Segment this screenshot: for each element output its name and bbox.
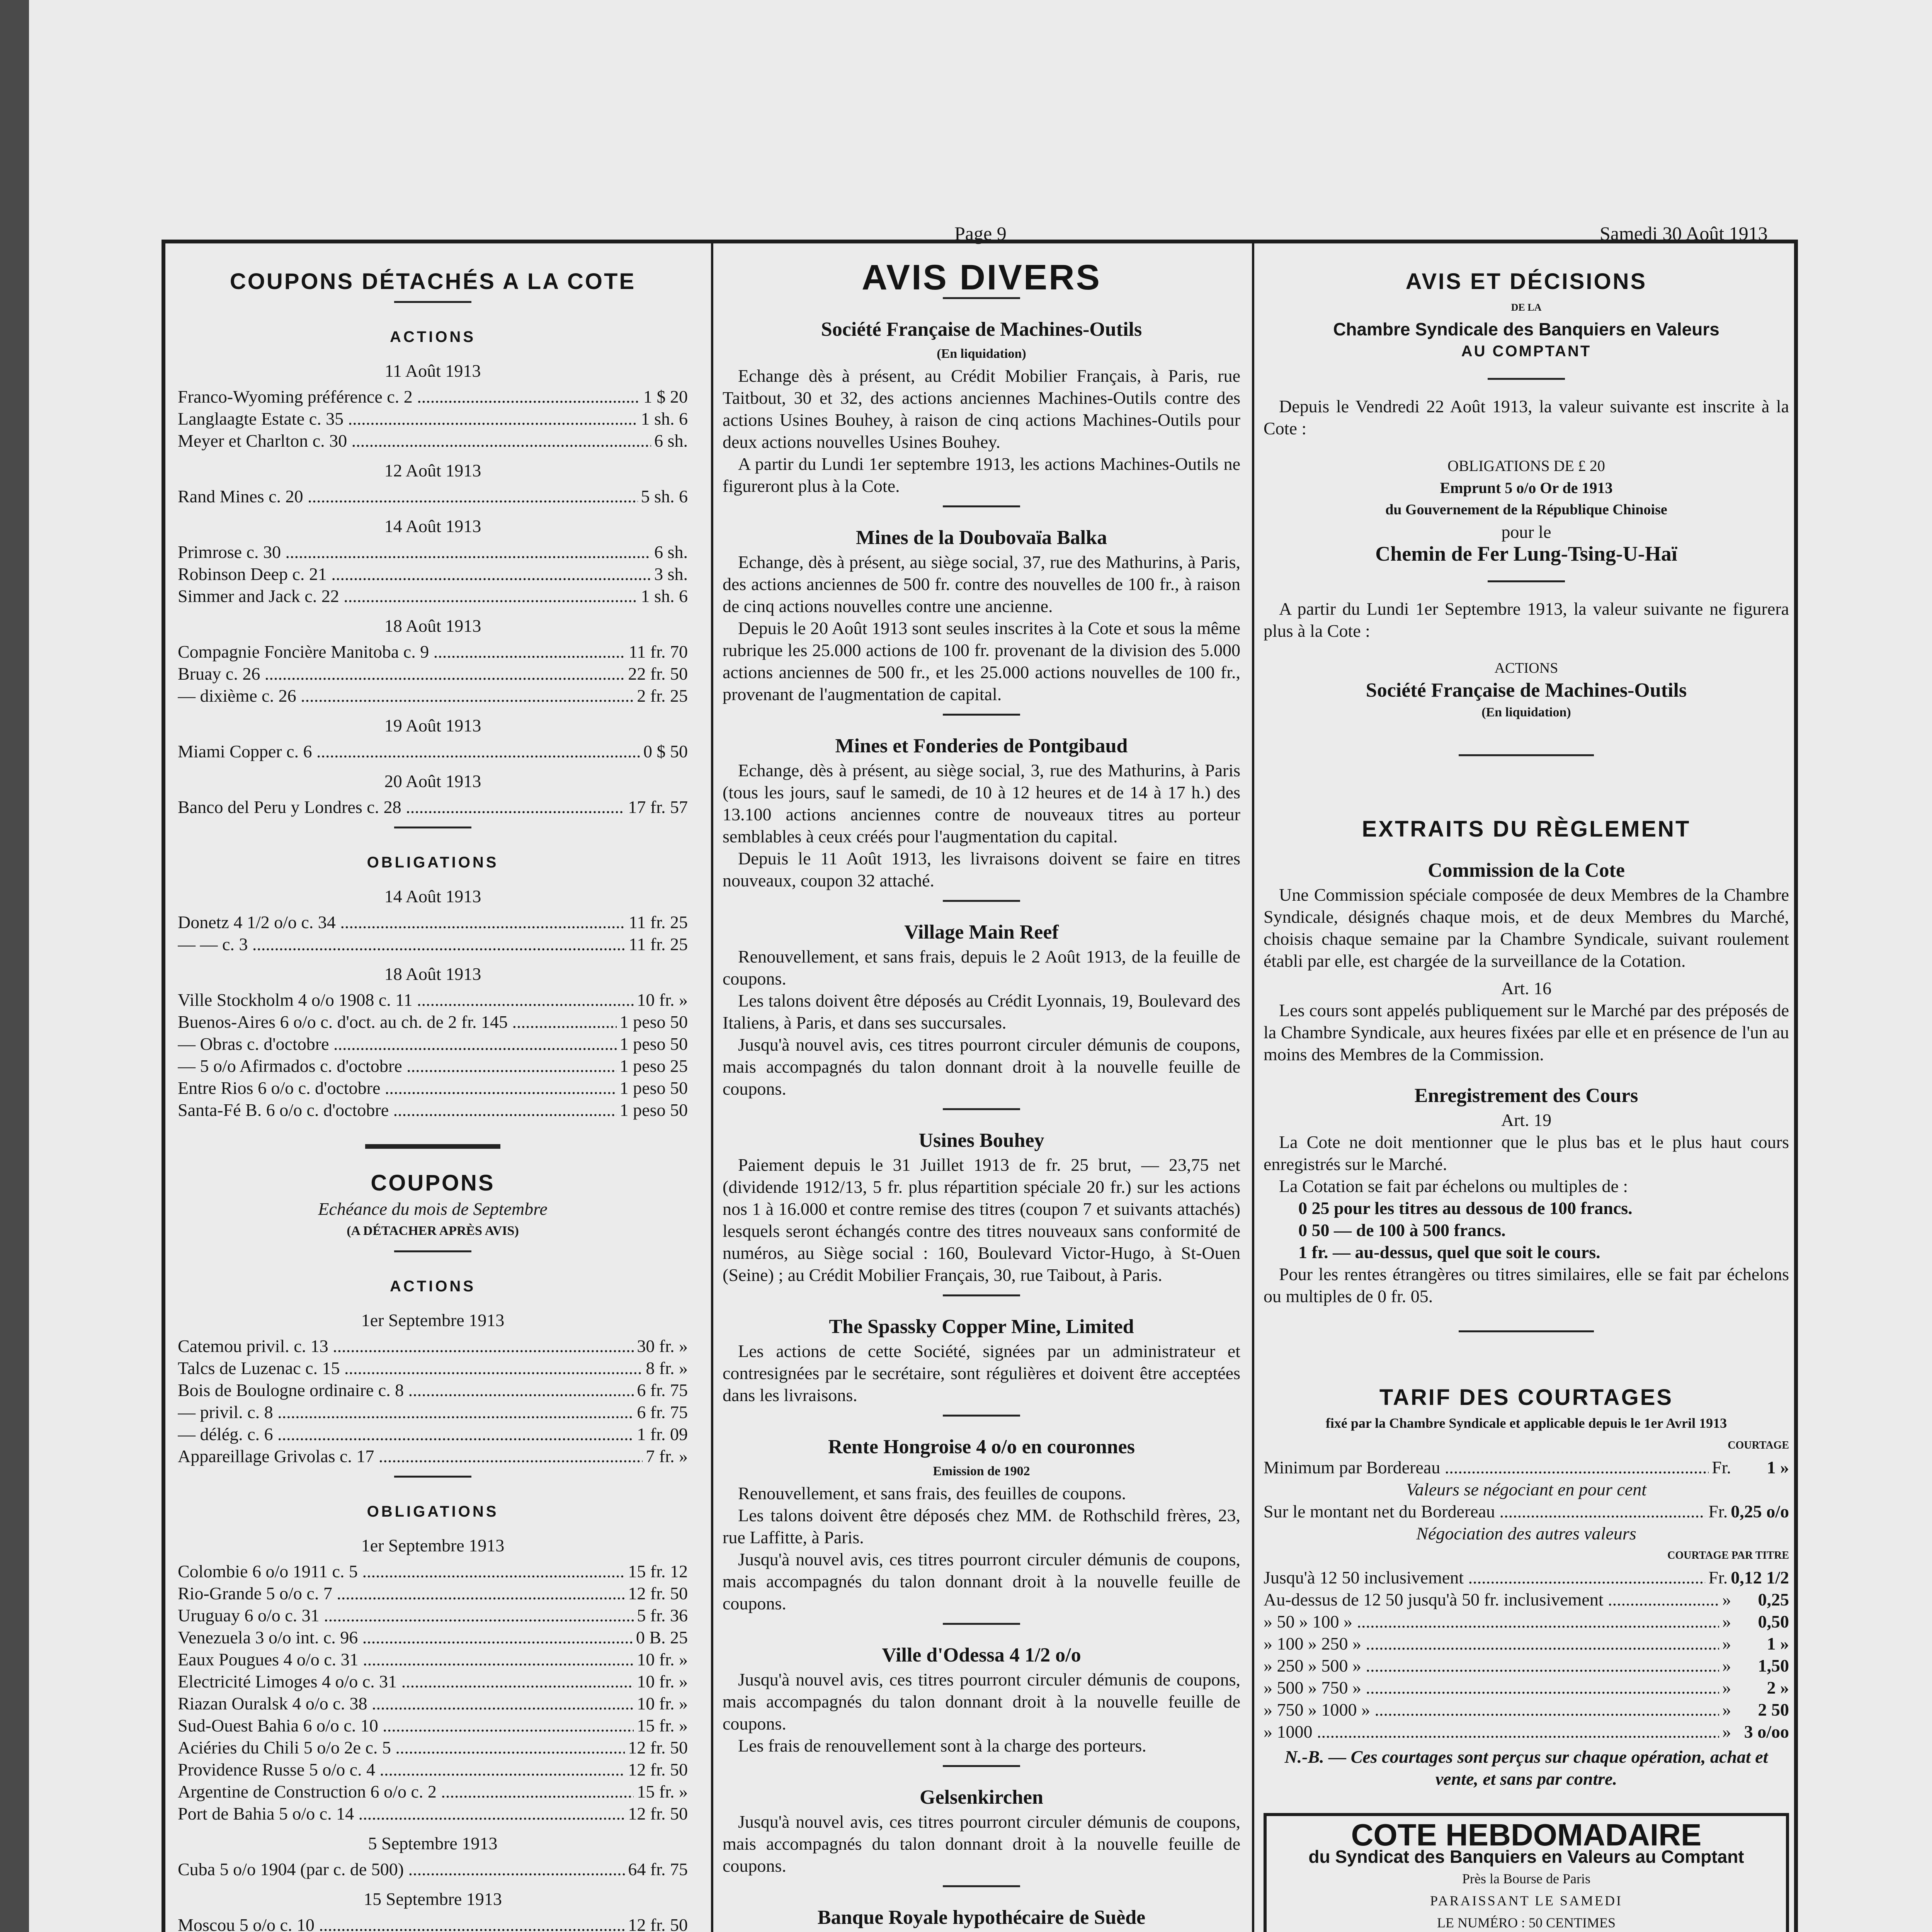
commission-heading: Commission de la Cote [1428, 859, 1625, 881]
entry-value: 0 B. 25 [636, 1628, 688, 1647]
middle-column [723, 255, 1240, 1932]
entry-value: 5 fr. 36 [637, 1605, 688, 1625]
notice-text: Jusqu'à nouvel avis, ces titres pourront circuler démunis de coupons, mais accompagnés du talon donnant droit à la nouvelle feuille de coupons. [723, 1035, 1240, 1099]
coupon-row [178, 1055, 688, 1077]
tarif-heading: Négociation des autres valeurs [1416, 1524, 1636, 1543]
tarif-title: TARIF DES COURTAGES [1379, 1385, 1673, 1410]
entry-name: — — c. 3 ..... [178, 933, 626, 955]
echelon-line: 1 fr. — au-dessus, quel que soit le cours. [1298, 1242, 1600, 1262]
box-subtitle: du Syndicat des Banquiers en Valeurs au Comptant [1308, 1847, 1744, 1867]
actions-heading: ACTIONS [390, 1278, 476, 1295]
notice-title: Société Française de Machines-Outils [821, 318, 1142, 340]
column-divider-1 [711, 243, 713, 1932]
entry-value: 30 fr. » [637, 1336, 688, 1356]
courtage-label: COURTAGE [1728, 1439, 1789, 1451]
entry-name: Aciéries du Chili 5 o/o 2e c. 5 ..... [178, 1736, 625, 1759]
coupon-row [178, 1736, 688, 1759]
tarif-unit: » [1722, 1700, 1731, 1719]
box-line-3: LE NUMÉRO : 50 CENTIMES [1437, 1915, 1616, 1930]
coupon-row [178, 1759, 688, 1781]
notice-title: The Spassky Copper Mine, Limited [829, 1316, 1134, 1338]
tarif-subtitle: fixé par la Chambre Syndicale et applicable depuis le 1er Avril 1913 [1325, 1415, 1727, 1431]
coupon-row [178, 1858, 688, 1880]
inscription-notice: Depuis le Vendredi 22 Août 1913, la valeur suivante est inscrite à la Cote : [1264, 396, 1789, 438]
entry-name: Rio-Grande 5 o/o c. 7 ..... [178, 1582, 625, 1604]
coupon-row [178, 1692, 688, 1714]
article-19-text-3: Pour les rentes étrangères ou titres similaires, elle se fait par échelons ou multiples de 0 fr. 05. [1264, 1264, 1789, 1306]
entry-value: 10 fr. » [637, 1650, 688, 1669]
entry-name: Banco del Peru y Londres c. 28 ..... [178, 796, 625, 818]
divider [394, 1250, 471, 1252]
article-16-label: Art. 16 [1501, 978, 1552, 998]
entry-value: 12 fr. 50 [628, 1804, 688, 1823]
date-heading: 1er Septembre 1913 [361, 1310, 505, 1330]
tarif-value: 0,25 [1758, 1590, 1789, 1609]
notice-subtitle: (En liquidation) [937, 347, 1026, 361]
entry-value: 6 fr. 75 [637, 1380, 688, 1400]
entry-name: Cuba 5 o/o 1904 (par c. de 500) ..... [178, 1858, 625, 1880]
article-19-text-1: La Cote ne doit mentionner que le plus bas et le plus haut cours enregistrés sur le Marché. [1264, 1132, 1789, 1174]
box-line-2: PARAISSANT LE SAMEDI [1430, 1893, 1623, 1908]
tarif-row [1264, 1699, 1789, 1721]
notice-text: Les talons doivent être déposés chez MM. de Rothschild frères, 23, rue Laffitte, à Paris. [723, 1505, 1240, 1547]
date-heading: 5 Septembre 1913 [368, 1833, 498, 1853]
left-column [178, 255, 688, 1932]
date-heading: 18 Août 1913 [384, 964, 481, 984]
entry-value: 12 fr. 50 [628, 1738, 688, 1757]
entry-value: 64 fr. 75 [628, 1859, 688, 1879]
entry-value: 0 $ 50 [643, 742, 688, 761]
avis-divers-title: AVIS DIVERS [862, 258, 1101, 297]
coupon-row [178, 796, 688, 818]
date-heading: 14 Août 1913 [384, 516, 481, 536]
coupons-note: (A DÉTACHER APRÈS AVIS) [347, 1224, 519, 1238]
entry-value: 7 fr. » [646, 1446, 688, 1466]
page-number: Page 9 [954, 223, 1007, 244]
coupon-row [178, 641, 688, 663]
tarif-unit: Fr. [1708, 1568, 1728, 1587]
entry-name: — Obras c. d'octobre ..... [178, 1033, 617, 1055]
tarif-heading: Valeurs se négociant en pour cent [1406, 1480, 1647, 1499]
tarif-unit: » [1722, 1612, 1731, 1631]
tarif-label: » 1000 ..... [1264, 1721, 1719, 1743]
box-line-1: Près la Bourse de Paris [1462, 1871, 1590, 1886]
tarif-value: 2 » [1767, 1678, 1789, 1697]
echelon-line: 0 50 — de 100 à 500 francs. [1298, 1220, 1506, 1240]
entry-name: Buenos-Aires 6 o/o c. d'oct. au ch. de 2 fr. 145 ..... [178, 1011, 617, 1033]
coupon-row [178, 685, 688, 707]
coupon-row [178, 1445, 688, 1467]
coupon-row [178, 1803, 688, 1825]
tarif-unit: » [1722, 1678, 1731, 1697]
notice-title: Mines de la Doubovaïa Balka [855, 527, 1107, 549]
cote-hebdomadaire-box [1264, 1813, 1789, 1932]
article-19-text-2: La Cotation se fait par échelons ou multiples de : [1279, 1176, 1628, 1196]
coupon-row [178, 1714, 688, 1736]
tarif-label: Jusqu'à 12 50 inclusivement ..... [1264, 1566, 1705, 1588]
notice-text: Echange, dès à présent, au siège social, 3, rue des Mathurins, à Paris (tous les jours, sauf le samedi, de 10 à 12 heures et de 14 à 17 h.) des 13.100 actions anciennes contre de nouveaux titres au porteur semblables à ceux créés pour l'augmentation du capital. [723, 760, 1240, 846]
enregistrement-heading: Enregistrement des Cours [1414, 1085, 1638, 1107]
entry-name: Electricité Limoges 4 o/o c. 31 ..... [178, 1670, 634, 1692]
tarif-label: » 100 » 250 » ..... [1264, 1633, 1719, 1655]
tarif-row [1264, 1588, 1789, 1611]
coupon-row [178, 1011, 688, 1033]
divider [1488, 580, 1565, 582]
pour-le-label: pour le [1501, 522, 1551, 542]
coupon-row [178, 1781, 688, 1803]
entry-name: — dixième c. 26 ..... [178, 685, 634, 707]
coupon-row [178, 1648, 688, 1670]
avis-decisions-title: AVIS ET DÉCISIONS [1405, 269, 1647, 294]
echelon-line: 0 25 pour les titres au dessous de 100 francs. [1298, 1198, 1633, 1218]
notice-text: Echange, dès à présent, au siège social, 37, rue des Mathurins, à Paris, des actions anciennes de 500 fr. contre des nouvelles de 100 fr., à raison de cinq actions nouvelles contre une ancienne. [723, 552, 1240, 616]
coupon-row [178, 1626, 688, 1648]
tarif-label: » 500 » 750 » ..... [1264, 1677, 1719, 1699]
tarif-label: » 750 » 1000 » ..... [1264, 1699, 1719, 1721]
entry-value: 11 fr. 25 [629, 912, 688, 932]
date-heading: 15 Septembre 1913 [364, 1889, 502, 1909]
entry-value: 12 fr. 50 [628, 1583, 688, 1603]
coupon-row [178, 911, 688, 933]
tarif-unit: » [1722, 1656, 1731, 1675]
entry-name: — privil. c. 8 ..... [178, 1401, 634, 1423]
actions-heading: ACTIONS [390, 328, 476, 345]
entry-value: 1 $ 20 [643, 387, 688, 406]
tarif-unit: Fr. [1708, 1502, 1728, 1521]
entry-name: Primrose c. 30 ..... [178, 541, 651, 563]
entry-value: 2 fr. 25 [637, 686, 688, 706]
notice-text: Renouvellement, et sans frais, depuis le 2 Août 1913, de la feuille de coupons. [723, 947, 1240, 988]
coupon-row [178, 485, 688, 507]
notice-text: Jusqu'à nouvel avis, ces titres pourront circuler démunis de coupons, mais accompagnés du talon donnant droit à la nouvelle feuille de coupons. [723, 1670, 1240, 1733]
coupon-row [178, 1379, 688, 1401]
tarif-row [1264, 1721, 1789, 1743]
obligations-heading: OBLIGATIONS [367, 854, 499, 871]
entry-value: 11 fr. 70 [629, 642, 688, 662]
entry-value: 1 peso 25 [619, 1056, 688, 1076]
entry-name: Colombie 6 o/o 1911 c. 5 ..... [178, 1560, 625, 1582]
coupon-row [178, 1357, 688, 1379]
entry-name: Rand Mines c. 20 ..... [178, 485, 638, 507]
notice-text: A partir du Lundi 1er septembre 1913, les actions Machines-Outils ne figureront plus à la Cote. [723, 454, 1240, 496]
tarif-value: 3 o/oo [1744, 1722, 1789, 1742]
entry-name: — 5 o/o Afirmados c. d'octobre ..... [178, 1055, 617, 1077]
notice-title: Gelsenkirchen [920, 1786, 1043, 1808]
coupons-detaches-title: COUPONS DÉTACHÉS A LA COTE [230, 269, 636, 294]
coupon-row [178, 1335, 688, 1357]
entry-name: Argentine de Construction 6 o/o c. 2 ..... [178, 1781, 634, 1803]
tarif-value: 1 » [1767, 1634, 1789, 1653]
entry-value: 1 peso 50 [619, 1034, 688, 1054]
tarif-row [1264, 1655, 1789, 1677]
entry-value: 1 sh. 6 [641, 409, 688, 429]
divider [1459, 754, 1594, 756]
au-comptant-label: AU COMPTANT [1461, 343, 1592, 360]
entry-name: Robinson Deep c. 21 ..... [178, 563, 651, 585]
tarif-value: 0,50 [1758, 1612, 1789, 1631]
entry-value: 15 fr. » [637, 1782, 688, 1801]
entry-name: Uruguay 6 o/o c. 31 ..... [178, 1604, 634, 1626]
notice-text: Les actions de cette Société, signées par un administrateur et contresignées par le secrétaire, sont régulières et doivent être acceptées dans les livraisons. [723, 1341, 1240, 1405]
coupon-row [178, 430, 688, 452]
entry-name: Langlaagte Estate c. 35 ..... [178, 408, 638, 430]
coupon-row [178, 1914, 688, 1932]
coupon-row [178, 541, 688, 563]
coupon-row [178, 740, 688, 762]
entry-value: 17 fr. 57 [628, 797, 688, 817]
entry-value: 1 fr. 09 [637, 1424, 688, 1444]
entry-value: 22 fr. 50 [628, 664, 688, 684]
entry-name: Moscou 5 o/o c. 10 ..... [178, 1914, 625, 1932]
tarif-row [1264, 1456, 1789, 1478]
entry-value: 12 fr. 50 [628, 1915, 688, 1932]
tarif-label: Minimum par Bordereau ..... [1264, 1456, 1709, 1478]
coupon-row [178, 1401, 688, 1423]
divider [943, 505, 1020, 507]
entry-name: Compagnie Foncière Manitoba c. 9 ..... [178, 641, 626, 663]
entry-value: 6 sh. [654, 542, 688, 562]
notice-title: Mines et Fonderies de Pontgibaud [835, 735, 1128, 757]
coupon-row [178, 1582, 688, 1604]
coupons-subtitle: Echéance du mois de Septembre [318, 1199, 548, 1219]
date-heading: 20 Août 1913 [384, 771, 481, 791]
entry-name: Eaux Pougues 4 o/o c. 31 ..... [178, 1648, 634, 1670]
coupon-row [178, 563, 688, 585]
notice-title: Rente Hongroise 4 o/o en couronnes [828, 1436, 1135, 1458]
notice-text: Jusqu'à nouvel avis, ces titres pourront circuler démunis de coupons, mais accompagnés du talon donnant droit à la nouvelle feuille de coupons. [723, 1549, 1240, 1613]
entry-name: Port de Bahia 5 o/o c. 14 ..... [178, 1803, 625, 1825]
entry-value: 3 sh. [654, 564, 688, 584]
entry-name: Catemou privil. c. 13 ..... [178, 1335, 634, 1357]
notice-text: Jusqu'à nouvel avis, ces titres pourront circuler démunis de coupons, mais accompagnés du talon donnant droit à la nouvelle feuille de coupons. [723, 1812, 1240, 1876]
entry-name: Meyer et Charlton c. 30 ..... [178, 430, 651, 452]
divider [943, 1294, 1020, 1296]
divider [943, 1623, 1020, 1625]
coupon-row [178, 1604, 688, 1626]
tarif-unit: » [1722, 1722, 1731, 1742]
entry-value: 8 fr. » [646, 1358, 688, 1378]
entry-value: 15 fr. 12 [628, 1561, 688, 1581]
courtage-par-titre-label: COURTAGE PAR TITRE [1667, 1549, 1789, 1561]
en-liquidation-label: (En liquidation) [1481, 705, 1571, 719]
notice-title: Ville d'Odessa 4 1/2 o/o [882, 1644, 1081, 1666]
divider [943, 900, 1020, 902]
machines-outils-label: Société Française de Machines-Outils [1366, 679, 1687, 701]
date-heading: 19 Août 1913 [384, 716, 481, 735]
divider [943, 1885, 1020, 1887]
tarif-label: Sur le montant net du Bordereau ..... [1264, 1500, 1705, 1522]
tarif-label: » 250 » 500 » ..... [1264, 1655, 1719, 1677]
notice-text: Paiement depuis le 31 Juillet 1913 de fr. 25 brut, — 23,75 net (dividende 1912/13, 5 fr. plus répartition spéciale 20 fr.) sur les actions nos 1 à 16.000 et contre remise des titres (coupon 7 et suivants attachés) lesquels seront échangés contre des titres nouveaux sans conformité de numéros, au Siège social : 160, Boulevard Victor-Hugo, à St-Ouen (Seine) ; au Crédit Mobilier Français, 30, rue Taibout, à Paris. [723, 1155, 1240, 1285]
entry-value: 6 fr. 75 [637, 1402, 688, 1422]
tarif-note: N.-B. — Ces courtages sont perçus sur chaque opération, achat et vente, et sans par contre. [1284, 1747, 1768, 1789]
notice-text: Depuis le 20 Août 1913 sont seules inscrites à la Cote et sous la même rubrique les 25.000 actions de 100 fr. provenant de la division des 5.000 actions anciennes de 500 fr., et les 25.000 actions nouvelles de 100 fr., provenant de l'augmentation de capital. [723, 618, 1240, 704]
entry-value: 1 peso 50 [619, 1078, 688, 1098]
radiation-notice: A partir du Lundi 1er Septembre 1913, la valeur suivante ne figurera plus à la Cote : [1264, 599, 1789, 641]
obligations-label: OBLIGATIONS DE £ 20 [1447, 457, 1605, 474]
notice-text: Echange dès à présent, au Crédit Mobilier Français, à Paris, rue Taitbout, 30 et 32, des actions anciennes Machines-Outils contre des actions Usines Bouhey, à raison de cinq actions Machines-Outils pour deux actions nouvelles Usines Bouhey. [723, 366, 1240, 452]
page-gutter [0, 0, 29, 1932]
coupon-row [178, 1670, 688, 1692]
chemin-de-fer-label: Chemin de Fer Lung-Tsing-U-Haï [1375, 542, 1677, 565]
divider [365, 1144, 500, 1149]
entry-value: 15 fr. » [637, 1716, 688, 1735]
tarif-unit: » [1722, 1634, 1731, 1653]
coupon-row [178, 1077, 688, 1099]
tarif-value: 0,12 1/2 [1731, 1568, 1789, 1587]
tarif-value: 2 50 [1758, 1700, 1789, 1719]
de-la-label: DE LA [1511, 302, 1542, 313]
entry-value: 1 sh. 6 [641, 586, 688, 606]
divider [1488, 378, 1565, 380]
entry-value: 1 peso 50 [619, 1100, 688, 1120]
tarif-unit: » [1722, 1590, 1731, 1609]
coupon-row [178, 1033, 688, 1055]
tarif-row [1264, 1677, 1789, 1699]
coupon-row [178, 1423, 688, 1445]
notice-subtitle: Emission de 1902 [933, 1464, 1030, 1478]
notice-title: Banque Royale hypothécaire de Suède [817, 1906, 1146, 1929]
extraits-title: EXTRAITS DU RÈGLEMENT [1362, 816, 1691, 842]
notice-title: Village Main Reef [904, 921, 1059, 943]
entry-value: 10 fr. » [637, 990, 688, 1010]
entry-value: 10 fr. » [637, 1694, 688, 1713]
divider [394, 827, 471, 828]
entry-name: Donetz 4 1/2 o/o c. 34 ..... [178, 911, 626, 933]
tarif-unit: Fr. [1712, 1458, 1731, 1477]
notice-text: Depuis le 11 Août 1913, les livraisons doivent se faire en titres nouveaux, coupon 32 attaché. [723, 849, 1240, 890]
entry-value: 11 fr. 25 [629, 934, 688, 954]
tarif-value: 1 » [1767, 1458, 1789, 1477]
divider [943, 1108, 1020, 1110]
coupons-title: COUPONS [371, 1170, 495, 1196]
notice-text: Renouvellement, et sans frais, des feuilles de coupons. [738, 1483, 1126, 1503]
coupon-row [178, 933, 688, 955]
tarif-value: 0,25 o/o [1731, 1502, 1789, 1521]
entry-name: Appareillage Grivolas c. 17 ..... [178, 1445, 643, 1467]
article-19-label: Art. 19 [1501, 1110, 1552, 1130]
emprunt-label: Emprunt 5 o/o Or de 1913 [1440, 479, 1613, 497]
page-date: Samedi 30 Août 1913 [1600, 223, 1768, 244]
actions-label: ACTIONS [1494, 660, 1558, 676]
date-heading: 11 Août 1913 [384, 361, 481, 381]
entry-name: Miami Copper c. 6 ..... [178, 740, 640, 762]
entry-name: Ville Stockholm 4 o/o 1908 c. 11 ..... [178, 989, 634, 1011]
entry-name: Venezuela 3 o/o int. c. 96 ..... [178, 1626, 633, 1648]
entry-name: Talcs de Luzenac c. 15 ..... [178, 1357, 643, 1379]
column-divider-2 [1252, 243, 1254, 1932]
entry-name: Sud-Ouest Bahia 6 o/o c. 10 ..... [178, 1714, 634, 1736]
entry-value: 12 fr. 50 [628, 1760, 688, 1779]
coupon-row [178, 386, 688, 408]
tarif-row [1264, 1566, 1789, 1588]
tarif-row [1264, 1611, 1789, 1633]
coupon-row [178, 1560, 688, 1582]
notice-text: Les frais de renouvellement sont à la charge des porteurs. [738, 1736, 1146, 1755]
divider [394, 301, 471, 303]
tarif-label: » 50 » 100 » ..... [1264, 1611, 1719, 1633]
coupon-row [178, 1099, 688, 1121]
tarif-label: Au-dessus de 12 50 jusqu'à 50 fr. inclusivement ..... [1264, 1588, 1719, 1611]
entry-value: 1 peso 50 [619, 1012, 688, 1032]
date-heading: 12 Août 1913 [384, 461, 481, 480]
divider [943, 297, 1020, 299]
divider [943, 1415, 1020, 1417]
entry-name: Santa-Fé B. 6 o/o c. d'octobre ..... [178, 1099, 617, 1121]
entry-name: — délég. c. 6 ..... [178, 1423, 634, 1445]
tarif-value: 1,50 [1758, 1656, 1789, 1675]
tarif-row [1264, 1633, 1789, 1655]
entry-value: 6 sh. [654, 431, 688, 451]
right-column [1264, 255, 1789, 1932]
divider [1459, 1330, 1594, 1332]
notice-title: Usines Bouhey [918, 1129, 1044, 1151]
entry-name: Providence Russe 5 o/o c. 4 ..... [178, 1759, 625, 1781]
divider [943, 1765, 1020, 1767]
coupon-row [178, 408, 688, 430]
gouvernement-label: du Gouvernement de la République Chinoise [1385, 502, 1667, 518]
coupon-row [178, 663, 688, 685]
notice-text: Les talons doivent être déposés au Crédit Lyonnais, 19, Boulevard des Italiens, à Paris, et dans ses succursales. [723, 991, 1240, 1032]
entry-name: Simmer and Jack c. 22 ..... [178, 585, 638, 607]
tarif-row [1264, 1500, 1789, 1522]
coupon-row [178, 989, 688, 1011]
entry-value: 5 sh. 6 [641, 486, 688, 506]
entry-name: Bruay c. 26 ..... [178, 663, 625, 685]
box-title: COTE HEBDOMADAIRE [1351, 1818, 1702, 1852]
date-heading: 1er Septembre 1913 [361, 1536, 505, 1555]
entry-name: Bois de Boulogne ordinaire c. 8 ..... [178, 1379, 634, 1401]
divider [943, 714, 1020, 716]
entry-value: 10 fr. » [637, 1672, 688, 1691]
chambre-syndicale-label: Chambre Syndicale des Banquiers en Valeurs [1333, 319, 1719, 339]
divider [394, 1476, 471, 1478]
entry-name: Entre Rios 6 o/o c. d'octobre ..... [178, 1077, 617, 1099]
date-heading: 14 Août 1913 [384, 886, 481, 906]
article-16-text: Les cours sont appelés publiquement sur le Marché par des préposés de la Chambre Syndicale, aux heures fixées par elle et en présence de l'un au moins des Membres de la Commission. [1264, 1000, 1789, 1064]
date-heading: 18 Août 1913 [384, 616, 481, 636]
commission-text: Une Commission spéciale composée de deux Membres de la Chambre Syndicale, désignés chaque mois, et de deux Membres du Marché, choisis chaque semaine par la Chambre Syndicale, suivant roulement établi par elle, est chargée de la surveillance de la Cotation. [1264, 885, 1789, 971]
obligations-heading: OBLIGATIONS [367, 1503, 499, 1520]
coupon-row [178, 585, 688, 607]
entry-name: Riazan Ouralsk 4 o/o c. 38 ..... [178, 1692, 634, 1714]
entry-name: Franco-Wyoming préférence c. 2 ..... [178, 386, 640, 408]
